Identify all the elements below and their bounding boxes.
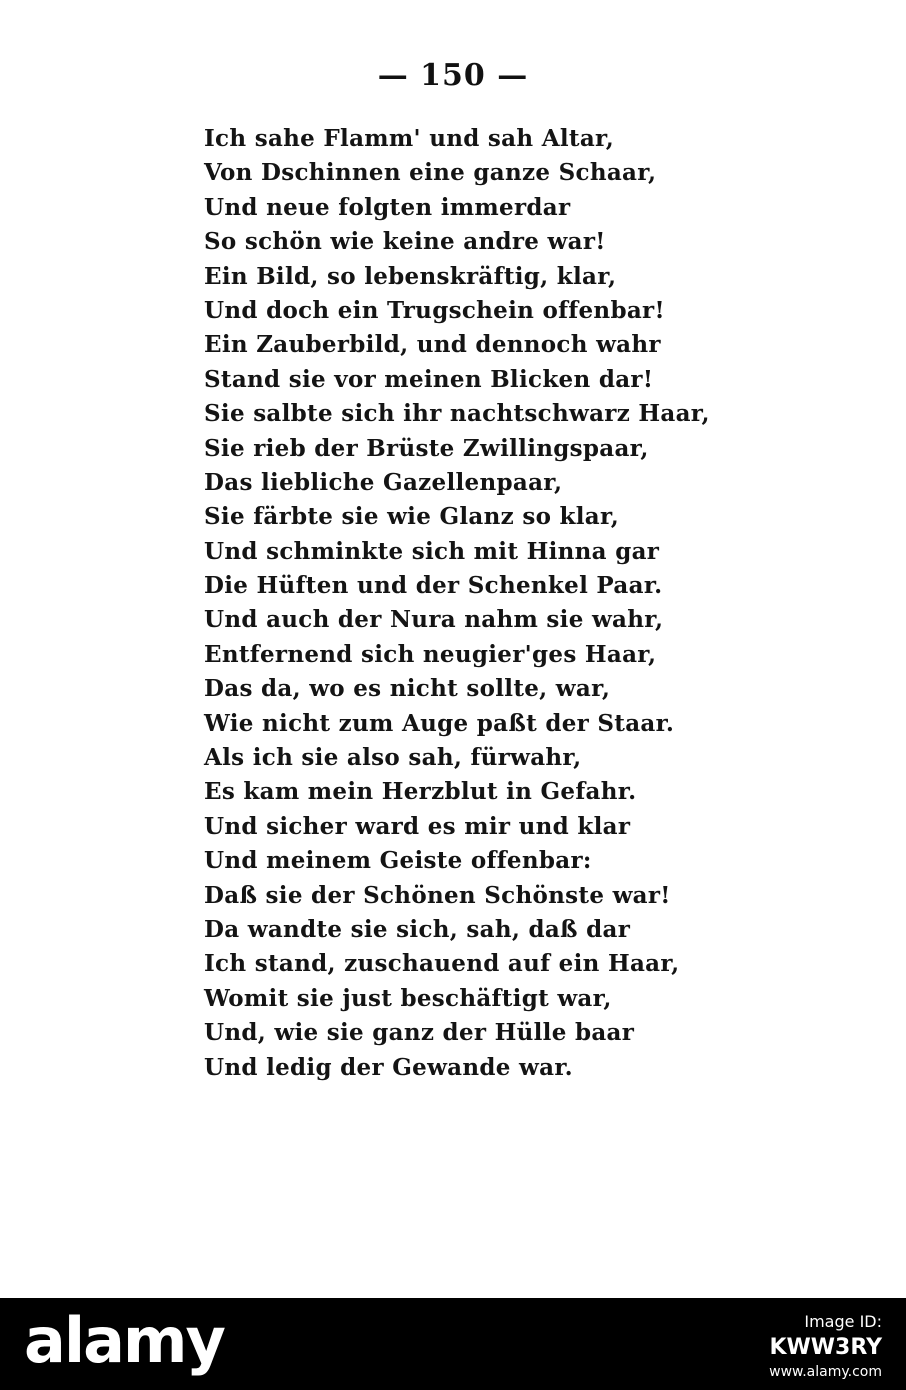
poem-line: Als ich sie also sah, fürwahr,	[204, 744, 582, 772]
poem-line: Und doch ein Trugschein offenbar!	[204, 296, 665, 324]
poem-line: Ich sahe Flamm' und sah Altar,	[204, 125, 615, 152]
alamy-logo: alamy	[24, 1304, 224, 1377]
poem-line: Und neue folgten immerdar	[204, 193, 571, 221]
poem-line: Und ledig der Gewande war.	[204, 1053, 573, 1081]
poem-line: Entfernend sich neugier'ges Haar,	[204, 640, 657, 668]
image-id-label: Image ID:	[804, 1312, 882, 1331]
image-id-code: KWW3RY	[769, 1335, 882, 1360]
poem-line: Womit sie just beschäftigt war,	[204, 984, 612, 1012]
poem-line: Von Dschinnen eine ganze Schaar,	[204, 159, 657, 187]
poem-line: Und sicher ward es mir und klar	[204, 812, 631, 840]
site-url: www.alamy.com	[769, 1364, 882, 1380]
poem-line: Ein Bild, so lebenskräftig, klar,	[204, 262, 617, 290]
poem-line: Stand sie vor meinen Blicken dar!	[204, 365, 654, 393]
poem-line: Ein Zauberbild, und dennoch wahr	[204, 331, 661, 359]
page-number: — 150 —	[377, 58, 529, 93]
poem-line: Und schminkte sich mit Hinna gar	[204, 537, 660, 565]
poem-line: Daß sie der Schönen Schönste war!	[204, 881, 671, 909]
poem-line: Wie nicht zum Auge paßt der Staar.	[204, 709, 675, 737]
poem-line: Das da, wo es nicht sollte, war,	[204, 675, 611, 703]
poem-line: Sie rieb der Brüste Zwillingspaar,	[204, 434, 649, 462]
poem-line: Die Hüften und der Schenkel Paar.	[204, 572, 663, 600]
poem-line: Das liebliche Gazellenpaar,	[204, 468, 563, 496]
image-id-block	[769, 1310, 882, 1382]
poem-line: Da wandte sie sich, sah, daß dar	[204, 915, 631, 943]
poem-line: Sie salbte sich ihr nachtschwarz Haar,	[204, 400, 710, 428]
poem-line: Und, wie sie ganz der Hülle baar	[204, 1019, 635, 1047]
poem-line: So schön wie keine andre war!	[204, 228, 606, 256]
poem-line: Und meinem Geiste offenbar:	[204, 847, 592, 875]
poem-line: Ich stand, zuschauend auf ein Haar,	[204, 950, 680, 978]
poem-line: Es kam mein Herzblut in Gefahr.	[204, 778, 637, 806]
poem-line: Sie färbte sie wie Glanz so klar,	[204, 503, 620, 531]
poem-text	[204, 122, 724, 1085]
poem-line: Und auch der Nura nahm sie wahr,	[204, 606, 664, 634]
